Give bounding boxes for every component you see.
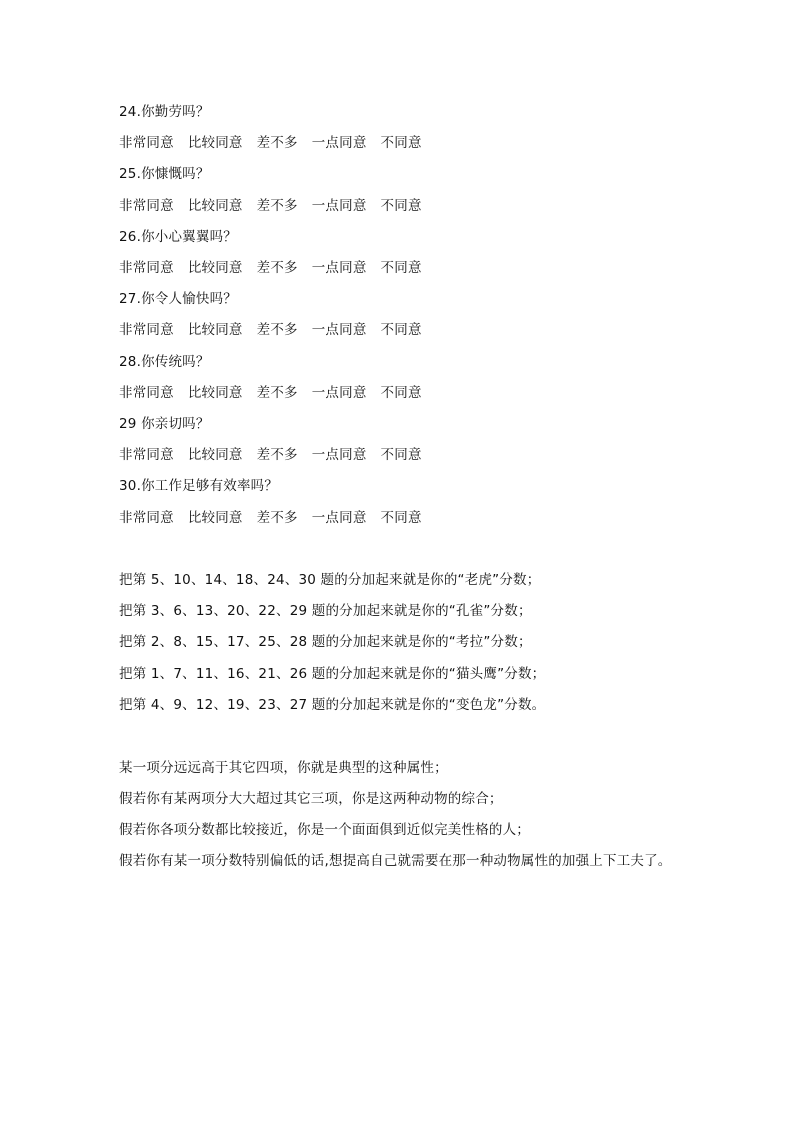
option-neutral: 差不多	[256, 198, 298, 214]
option-somewhat-agree: 比较同意	[187, 510, 243, 526]
option-disagree: 不同意	[380, 135, 422, 151]
option-disagree: 不同意	[380, 510, 422, 526]
option-somewhat-agree: 比较同意	[187, 135, 243, 151]
option-slightly-agree: 一点同意	[311, 198, 367, 214]
option-neutral: 差不多	[256, 385, 298, 401]
option-slightly-agree: 一点同意	[311, 260, 367, 276]
answer-options-28	[119, 383, 422, 403]
interpretation-3: 假若你各项分数都比较接近，你是一个面面俱到近似完美性格的人；	[119, 822, 530, 838]
option-disagree: 不同意	[380, 447, 422, 463]
interpretation-1: 某一项分远远高于其它四项，你就是典型的这种属性；	[119, 760, 448, 776]
question-27: 27.你令人愉快吗？	[119, 291, 237, 307]
interpretation-4: 假若你有某一项分数特别偏低的话,想提高自己就需要在那一种动物属性的加强上下工夫了。	[119, 853, 672, 869]
option-somewhat-agree: 比较同意	[187, 198, 243, 214]
option-strongly-agree: 非常同意	[119, 447, 174, 463]
answer-options-26	[119, 258, 422, 278]
option-neutral: 差不多	[256, 260, 298, 276]
question-28: 28.你传统吗？	[119, 354, 210, 370]
option-strongly-agree: 非常同意	[119, 198, 174, 214]
option-disagree: 不同意	[380, 198, 422, 214]
scoring-tiger: 把第 5、10、14、18、24、30 题的分加起来就是你的“老虎”分数；	[119, 572, 541, 588]
question-26: 26.你小心翼翼吗？	[119, 229, 237, 245]
option-slightly-agree: 一点同意	[311, 510, 367, 526]
question-30: 30.你工作足够有效率吗？	[119, 478, 279, 494]
option-neutral: 差不多	[256, 135, 298, 151]
option-strongly-agree: 非常同意	[119, 385, 174, 401]
option-disagree: 不同意	[380, 322, 422, 338]
scoring-owl: 把第 1、7、11、16、21、26 题的分加起来就是你的“猫头鹰”分数；	[119, 666, 546, 682]
option-neutral: 差不多	[256, 447, 298, 463]
option-disagree: 不同意	[380, 260, 422, 276]
question-25: 25.你慷慨吗？	[119, 166, 210, 182]
option-strongly-agree: 非常同意	[119, 135, 174, 151]
answer-options-30	[119, 508, 422, 528]
answer-options-29	[119, 445, 422, 465]
option-neutral: 差不多	[256, 322, 298, 338]
answer-options-25	[119, 196, 422, 216]
option-slightly-agree: 一点同意	[311, 385, 367, 401]
option-strongly-agree: 非常同意	[119, 260, 174, 276]
question-24: 24.你勤劳吗？	[119, 104, 210, 120]
answer-options-24	[119, 133, 422, 153]
option-somewhat-agree: 比较同意	[187, 385, 243, 401]
option-slightly-agree: 一点同意	[311, 322, 367, 338]
option-strongly-agree: 非常同意	[119, 322, 174, 338]
option-disagree: 不同意	[380, 385, 422, 401]
answer-options-27	[119, 320, 422, 340]
option-neutral: 差不多	[256, 510, 298, 526]
scoring-peacock: 把第 3、6、13、20、22、29 题的分加起来就是你的“孔雀”分数；	[119, 603, 532, 619]
option-slightly-agree: 一点同意	[311, 447, 367, 463]
option-somewhat-agree: 比较同意	[187, 447, 243, 463]
question-29: 29 你亲切吗？	[119, 416, 210, 432]
scoring-koala: 把第 2、8、15、17、25、28 题的分加起来就是你的“考拉”分数；	[119, 634, 532, 650]
option-strongly-agree: 非常同意	[119, 510, 174, 526]
option-somewhat-agree: 比较同意	[187, 260, 243, 276]
interpretation-2: 假若你有某两项分大大超过其它三项，你是这两种动物的综合；	[119, 791, 503, 807]
option-slightly-agree: 一点同意	[311, 135, 367, 151]
scoring-chameleon: 把第 4、9、12、19、23、27 题的分加起来就是你的“变色龙”分数。	[119, 697, 546, 713]
option-somewhat-agree: 比较同意	[187, 322, 243, 338]
